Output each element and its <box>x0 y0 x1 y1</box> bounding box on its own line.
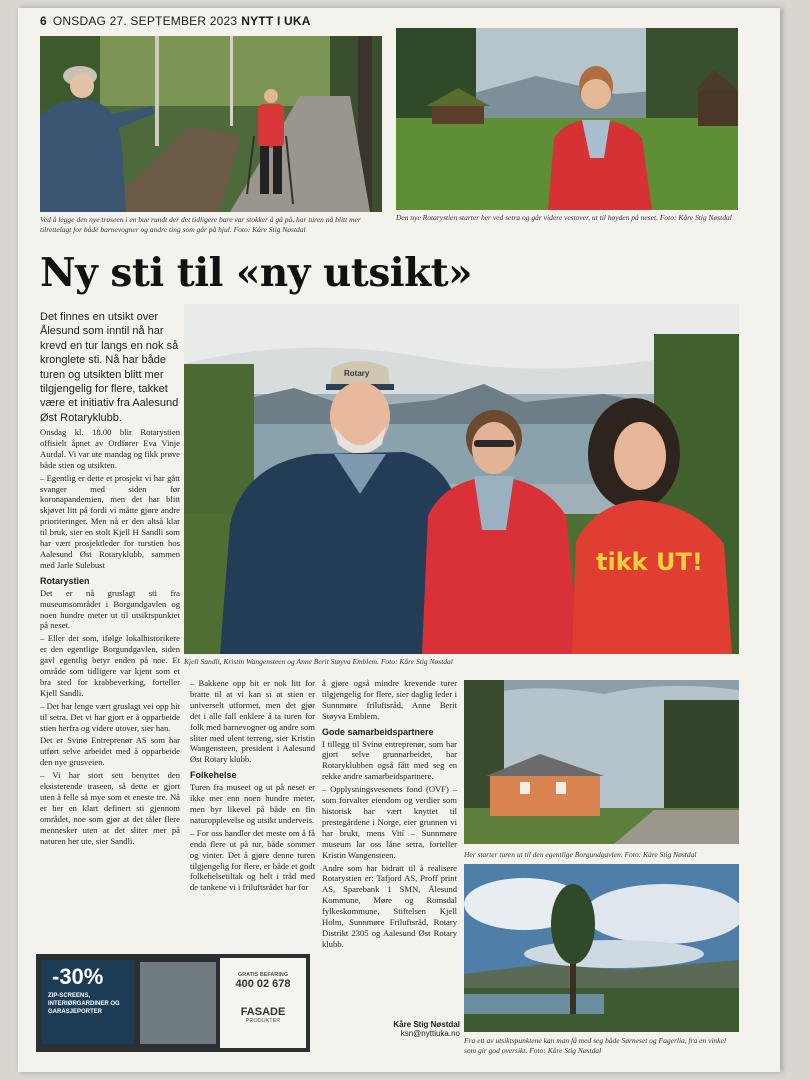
article-column-3 <box>322 678 457 952</box>
paragraph: – Bakkene opp hit er nok litt for bratte til at vi kan si at stien er universelt utformet, men det gjør det i alle fall enklere å ta turen for folk med barnevogner og andre som sliter med ulent terreng, sier Kristin Wangensteen, president i Aalesund Øst Rotary klubb. <box>190 678 315 765</box>
section-name: NYTT I UKA <box>241 14 311 28</box>
ad-phone: 400 02 678 <box>235 978 291 990</box>
paragraph: Turen fra museet og ut på neset er ikke mer enn noen hundre meter, men byr likevel på både en fin naturopplevelse og utsikt underveis. <box>190 782 315 825</box>
ad-house-image <box>140 962 216 1044</box>
article-column-1 <box>40 427 180 849</box>
article-lead: Det finnes en utsikt over Ålesund som inntil nå har krevd en tur langs en nok så kronglete sti. Nå har både turen og utsikten blitt mer tilgjengelig for flere, takket være et initiativ fra Aalesund Øst Rotaryklubb. <box>40 311 179 424</box>
subheading-samarbeidspartnere: Gode samarbeidspartnere <box>322 726 434 737</box>
ad-befaring: GRATIS BEFARING <box>237 972 289 978</box>
article-column-2 <box>190 678 315 895</box>
paragraph: Onsdag kl. 18.00 blir Rotarystien offisielt åpnet av Ordfører Eva Vinje Aurdal. Vi var ute mandag og fikk prøve både stien og utsikten. <box>40 427 180 470</box>
caption-path-photo: Ved å legge den nye traseen i en bue rundt der det tidligere bare var stokker å gå på, har turen nå blitt mer tilrettelagt for både barnevogner og andre ting som går på hjul. Foto: Kåre Stig Nøstdal <box>40 215 361 234</box>
ad-discount: -30% <box>52 964 104 989</box>
byline-email: ksn@nyttiuka.no <box>400 1029 460 1038</box>
ad-products: ZIP-SCREENS, INTERIØRGARDINER OG GARASJEPORTER <box>48 993 120 1015</box>
ad-contact-box <box>220 958 306 1048</box>
photo-path <box>40 36 382 212</box>
caption-cabin-photo: Her starter turen ut til den egentlige Borgundgavlen. Foto: Kåre Stig Nøstdal <box>464 850 697 859</box>
shirt-text: tikk UT! <box>596 548 703 576</box>
photo-setra <box>396 28 738 210</box>
page-number: 6 <box>40 14 47 28</box>
paragraph: – For oss handler det meste om å få enda flere ut på tur, både sommer og vinter. Det å gjøre denne turen tilgjengelig for flere, er både et godt folkehelsetiltak og helt i tråd med de tankene vi i friluftsrådet har for <box>190 827 315 893</box>
paragraph: – Egentlig er dette et prosjekt vi har gått svanger med siden før koronapandemien, men det har blitt skjøvet litt på fordi vi måtte gjøre andre prioriteringer. Men nå er den altså klar til bruk, sier en stolt Kjell H Sandli som har vært prosjektleder for turstien hos Aalesund Øst Rotaryklubb, sammen med Jarle Sulebust <box>40 472 180 570</box>
article-title: Ny sti til «ny utsikt» <box>40 250 472 296</box>
advertisement-fasade[interactable] <box>36 954 310 1052</box>
paragraph: I tillegg til Svinø entreprenør, som har gjort selve grunnarbeidet, har Rotaryklubben også fått med seg en rekke andre samarbeidspartnere. <box>322 738 457 782</box>
paragraph: å gjøre også mindre krevende turer tilgjengelig for flere, sier daglig leder i Sunnmøre friluftsråd, Anne Berit Støyva Emblem. <box>322 678 457 721</box>
ad-discount-box <box>42 960 134 1044</box>
paragraph: – Eller det som, ifølge lokalhistorikere er den egentlige Borgundgavlen, siden gavl egentlig betyr enden på noe. Et område som tidligere var kjent som et bra sted for krabbeverking, forteller Kjell Sandli. <box>40 633 180 698</box>
photo-main-group <box>184 304 739 654</box>
paragraph: Det er nå gruslagt sti fra museumsområdet i Borgundgavlen og noen hundre meter ut til utsiktspunktet på neset. <box>40 587 180 631</box>
ad-brand: FASADE <box>240 1006 286 1018</box>
caption-view-photo: Fra ett av utsiktspunktene kan man få med seg både Sørneset og Fagerlia, fra en vinkel som gir god oversikt. Foto: Kåre Stig Nøstdal <box>464 1036 727 1055</box>
caption-setra-photo: Den nye Rotarystien starter her ved setra og går videre vestover, ut til høyden på neset. Foto: Kåre Stig Nøstdal <box>396 213 732 222</box>
byline-name: Kåre Stig Nøstdal <box>393 1020 460 1029</box>
page-header <box>40 14 311 28</box>
paragraph: Andre som har bidratt til å realisere Rotarystien er: Tafjord AS, Proff print AS, Sparebank 1 SMN, Ålesund Kommune, Møre og Romsdal fylkeskommune, Stiftelsen Kjell Holm, Sunnmøre Friluftsråd, Rotary Distrikt 2305 og Aalesund Øst Rotary klubb. <box>322 862 457 949</box>
header-date: ONSDAG 27. SEPTEMBER 2023 <box>52 14 238 28</box>
ad-brand-sub: PRODUKTER <box>245 1018 281 1024</box>
subheading-folkehelse: Folkehelse <box>190 770 237 781</box>
paragraph: Det er Svinø Entreprenør AS som har utført selve arbeidet med å opparbeide den nye grusveien. <box>40 735 180 768</box>
caption-main-photo: Kjell Sandli, Kristin Wangensteen og Anne Berit Støyva Emblem. Foto: Kåre Stig Nøstdal <box>184 657 453 666</box>
paragraph: – Det har lenge vært gruslagt vei opp hit til setra. Det vi har gjort er å opparbeide stien herfra og videre utover, sier han. <box>40 700 180 733</box>
byline <box>340 1020 460 1038</box>
cap-logo-text: Rotary <box>344 369 370 378</box>
paragraph: – Vi har stort sett benyttet den eksisterende traseen, så dette er gjort uten å felle så mye som et eneste tre. Nå er her en klart definert sti gjennom området, noe som gjør at det tåler flere mennesker uten at det sliter mer på naturen her ute, sier Sandli. <box>40 770 180 846</box>
photo-view <box>464 864 739 1032</box>
paragraph: – Opplysningsvesenets fond (OVF) – som forvalter eiendom og verdier som historisk har vært knyttet til prestegårdene i Norge, eier grunnen vi har brukt, mens Vití – Sunnmøre museum lar oss låne setra, forteller Kristin Wangensteen. <box>322 784 457 860</box>
subheading-rotarystien: Rotarystien <box>40 575 90 586</box>
photo-cabin <box>464 680 739 844</box>
